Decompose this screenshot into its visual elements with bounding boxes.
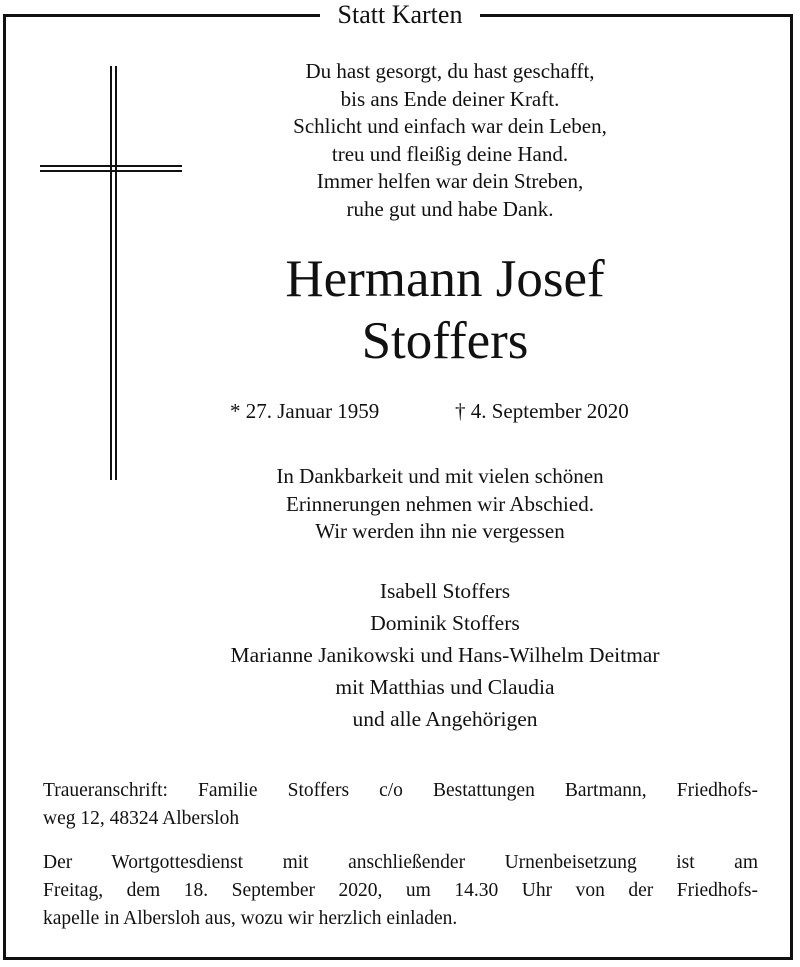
header-label: Statt Karten — [320, 0, 481, 29]
poem-line: bis ans Ende deiner Kraft. — [340, 86, 560, 111]
service-line: kapelle in Albersloh aus, wozu wir herzlich einladen. — [43, 908, 458, 929]
poem-line: Immer helfen war dein Streben, — [316, 169, 584, 193]
farewell-line: In Dankbarkeit und mit vielen schönen — [276, 464, 604, 488]
mourner-line: Marianne Janikowski und Hans-Wilhelm Deitmar — [230, 643, 660, 667]
mourner-line: und alle Angehörigen — [352, 707, 538, 731]
service-line: Der Wortgottesdienst mit anschließender Urnenbeisetzung ist am — [43, 852, 758, 873]
service-line: Freitag, dem 18. September 2020, um 14.30 Uhr von der Friedhofs- — [43, 880, 758, 901]
farewell-line: Wir werden ihn nie vergessen — [315, 519, 565, 543]
mourner-line: Dominik Stoffers — [370, 611, 520, 635]
mourner-line: Isabell Stoffers — [379, 579, 511, 603]
address-line: Traueranschrift: Familie Stoffers c/o Bestattungen Bartmann, Friedhofs- — [43, 780, 758, 801]
poem-line: ruhe gut und habe Dank. — [346, 196, 554, 221]
death-date: † 4. September 2020 — [455, 399, 629, 423]
header — [0, 0, 800, 34]
mourning-address — [43, 777, 758, 833]
birth-date: * 27. Januar 1959 — [230, 399, 380, 423]
farewell-line: Erinnerungen nehmen wir Abschied. — [286, 491, 594, 516]
address-line: weg 12, 48324 Albersloh — [43, 808, 240, 829]
mourner-line: mit Matthias und Claudia — [335, 675, 555, 699]
poem-line: treu und fleißig deine Hand. — [331, 141, 569, 166]
deceased-name-line2: Stoffers — [361, 312, 529, 370]
poem-line: Schlicht und einfach war dein Leben, — [293, 114, 607, 138]
mourners-list — [90, 575, 800, 735]
poem — [190, 58, 710, 223]
deceased-name — [100, 248, 790, 372]
farewell-text — [140, 463, 740, 546]
deceased-name-line1: Hermann Josef — [285, 250, 605, 308]
cross-horizontal-beam — [40, 165, 182, 172]
poem-line: Du hast gesorgt, du hast geschafft, — [305, 59, 595, 83]
service-info — [43, 849, 758, 933]
